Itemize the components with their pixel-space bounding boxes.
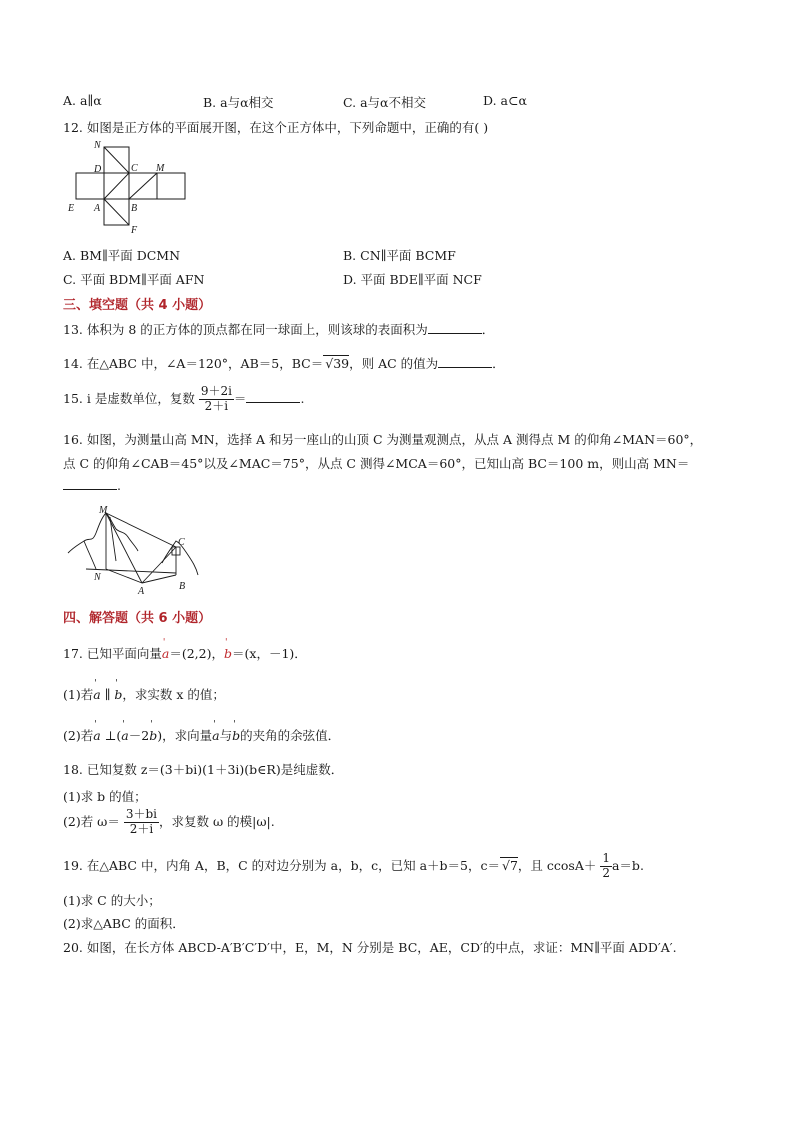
q11-option-a: A. a∥α	[63, 93, 102, 108]
mountain-figure	[66, 503, 202, 597]
q15-answer-blank	[246, 392, 300, 403]
q12-option-c: C. 平面 BDM∥平面 AFN	[63, 272, 205, 287]
q11-option-b: B. a与α相交	[203, 95, 274, 110]
mtn-label-b: B	[179, 581, 186, 592]
q19-stem	[63, 852, 644, 881]
q15-text-pre: 15. i 是虚数单位，复数	[63, 390, 195, 406]
q19-stem-pre: 19. 在△ABC 中，内角 A，B，C 的对边分别为 a，b，c，已知 a＋b＝5，c＝	[63, 857, 500, 873]
q18-part2	[63, 808, 275, 837]
q12-option-a: A. BM∥平面 DCMN	[63, 248, 181, 263]
net-label-c: C	[131, 163, 138, 174]
q17-part2-end: 的夹角的余弦值．	[240, 728, 341, 743]
net-label-f: F	[131, 225, 138, 235]
q17-part1-post: ，求实数 x 的值；	[122, 687, 225, 702]
q19-part2: (2)求△ABC 的面积．	[63, 916, 185, 931]
q14-answer-blank	[438, 357, 492, 368]
q17-part2-pre: (2)若	[63, 728, 94, 743]
net-label-d: D	[94, 164, 102, 175]
vector-a-p2: ' a	[93, 728, 100, 743]
q17-part1-pre: (1)若	[63, 687, 94, 702]
mtn-label-a: A	[138, 586, 145, 597]
cube-net-figure	[64, 137, 194, 235]
q11-option-c: C. a与α不相交	[343, 95, 426, 110]
q15-denominator: 2＋i	[204, 398, 229, 413]
q19-sqrt-value: 7	[509, 857, 518, 873]
section-solution-heading: 四、解答题（共 6 小题）	[63, 611, 212, 626]
q18-fraction	[124, 808, 159, 837]
q17-part1: (1)若' a ∥ ' b，求实数 x 的值；	[63, 685, 225, 703]
q16-line1: 16. 如图，为测量山高 MN，选择 A 和另一座山的山顶 C 为测量观测点，从点 A 测得点 M 的仰角∠MAN＝60°，	[63, 432, 703, 447]
q19-sqrt: √7	[501, 857, 518, 873]
vector-b-p2c: ' b	[232, 728, 240, 743]
mtn-label-m: M	[99, 505, 108, 516]
net-label-a: A	[94, 203, 101, 214]
q14-text-post: ，则 AC 的值为	[349, 356, 439, 371]
section-fill-in-heading: 三、填空题（共 4 小题）	[63, 298, 212, 313]
vector-a-p2b: ' a	[121, 728, 128, 743]
q17-stem-pre: 17. 已知平面向量	[63, 646, 162, 661]
q19-stem-post: a＝b.	[611, 857, 644, 873]
net-label-m: M	[156, 163, 165, 174]
q12-option-d: D. 平面 BDE∥平面 NCF	[343, 272, 482, 287]
net-label-e: E	[68, 203, 75, 214]
q15-fraction	[199, 385, 234, 414]
vector-a-p2c: ' a	[212, 728, 219, 743]
q15-numerator: 9＋2i	[200, 384, 232, 398]
q11-option-d: D. a⊂α	[483, 93, 527, 108]
q19-fraction	[600, 852, 612, 881]
q15-text-post: ＝	[233, 390, 247, 406]
q15: 15. i 是虚数单位，复数 $\frac{9+2i}{2+i}$ ＝ .	[63, 384, 305, 413]
q17-stem: 17. 已知平面向量' a＝(2,2)，' b＝(x，－1)．	[63, 644, 307, 662]
q19-stem-mid: ，且 ccosA＋	[517, 857, 597, 873]
q20: 20. 如图，在长方体 ABCD-A′B′C′D′中，E，M，N 分别是 BC，AE，CD′的中点，求证：MN∥平面 ADD′A′.	[63, 940, 677, 955]
mtn-label-n: N	[94, 572, 101, 583]
q17-part2-post: ，求向量	[162, 728, 213, 743]
q16-line2: 点 C 的仰角∠CAB＝45°以及∠MAC＝75°，从点 C 测得∠MCA＝60°，已知山高 BC＝100 m，则山高 MN＝	[63, 456, 690, 471]
q13: 13. 体积为 8 的正方体的顶点都在同一球面上，则该球的表面积为 ．	[63, 322, 495, 337]
q12-option-b: B. CN∥平面 BCMF	[343, 248, 456, 263]
q19-denominator: 2	[602, 865, 610, 880]
q18-part2-post: ，求复数 ω 的模|ω|.	[159, 813, 275, 829]
vector-a-p1: ' a	[93, 687, 100, 702]
q12-stem: 12. 如图是正方体的平面展开图，在这个正方体中，下列命题中，正确的有( )	[63, 120, 489, 135]
q14: 14. 在△ABC 中，∠A＝120°，AB＝5，BC＝ √39，则 AC 的值为 ．	[63, 356, 505, 371]
q17-a-value: (2,2)	[181, 646, 212, 661]
mtn-label-c: C	[178, 537, 185, 548]
q19-numerator: 1	[602, 851, 610, 865]
net-label-n: N	[94, 140, 101, 151]
q18-denominator: 2＋i	[129, 821, 154, 836]
q18-stem: 18. 已知复数 z＝(3＋bi)(1＋3i)(b∈R)是纯虚数．	[63, 762, 344, 777]
q18-part1: (1)求 b 的值；	[63, 789, 147, 804]
q16-answer-blank	[63, 479, 117, 490]
vector-b-p1: ' b	[114, 687, 122, 702]
q13-text: 13. 体积为 8 的正方体的顶点都在同一球面上，则该球的表面积为	[63, 322, 428, 337]
vector-b-p2: ' b	[149, 728, 157, 743]
q18-numerator: 3＋bi	[125, 807, 158, 821]
q13-answer-blank	[428, 323, 482, 334]
q16-answer: .	[63, 478, 121, 493]
q19-part1: (1)求 C 的大小；	[63, 893, 161, 908]
q14-text-pre: 14. 在△ABC 中，∠A＝120°，AB＝5，BC＝	[63, 356, 324, 371]
net-label-b: B	[131, 203, 138, 214]
vector-b: ' b	[224, 646, 232, 661]
q17-part2: (2)若' a ⊥(' a－2' b)，求向量' a与' b的夹角的余弦值．	[63, 726, 340, 744]
q17-b-value: (x，－1)	[244, 646, 295, 661]
q14-sqrt-value: 39	[333, 356, 350, 371]
q18-part2-pre: (2)若 ω＝	[63, 813, 120, 829]
q14-sqrt: √39	[325, 356, 350, 371]
vector-a: ' a	[162, 646, 169, 661]
